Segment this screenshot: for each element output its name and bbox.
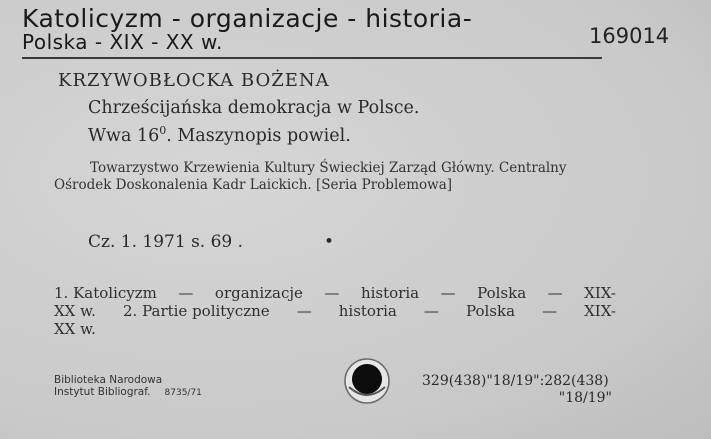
handwritten-subject-line-1: Katolicyzm - organizacje - historia-	[22, 4, 473, 33]
classification-udc: 329(438)"18/19":282(438)	[422, 373, 609, 389]
catalog-number: 169014	[589, 24, 670, 48]
series-note-text: Towarzystwo Krzewienia Kultury Świeckiej Zarząd Główny. Centralny Ośrodek Doskonalenia Kadr Laickich. [Seria Problemowa]	[54, 160, 567, 193]
subject-dash: —	[423, 302, 439, 320]
punch-hole-icon	[343, 357, 391, 405]
subject-term: Polska	[477, 284, 527, 302]
subject-term: historia	[360, 284, 420, 302]
imprint-note: . Maszynopis powiel.	[166, 125, 351, 146]
classification	[422, 373, 612, 407]
subject-term: 2. Partie polityczne	[123, 302, 270, 320]
imprint-format-superscript: 0	[159, 124, 167, 137]
subject-row-1	[54, 284, 616, 302]
part-mark: •	[324, 232, 335, 252]
part-info: Cz. 1. 1971 s. 69 .	[88, 232, 244, 252]
author-name: KRZYWOBŁOCKA BOŻENA	[58, 70, 330, 91]
subject-row-2	[54, 302, 616, 320]
series-note	[54, 160, 620, 194]
library-name: Biblioteka Narodowa	[54, 374, 163, 386]
heading-underline	[22, 57, 602, 59]
handwritten-subject-line-2: Polska - XIX - XX w.	[22, 30, 223, 54]
subject-dash: —	[296, 302, 312, 320]
library-imprint	[54, 374, 202, 399]
subject-row-3: XX w.	[54, 320, 96, 338]
classification-period: "18/19"	[558, 390, 612, 406]
print-reference: 8735/71	[164, 388, 202, 398]
subject-term: XIX-	[584, 284, 616, 302]
subject-dash: —	[178, 284, 194, 302]
subject-term: Polska	[465, 302, 516, 320]
subject-dash: —	[324, 284, 340, 302]
imprint	[88, 124, 351, 146]
subject-dash: —	[542, 302, 558, 320]
subject-term: organizacje	[214, 284, 303, 302]
institute-name: Instytut Bibliograf.	[54, 386, 151, 398]
subject-term: 1. Katolicyzm	[54, 284, 157, 302]
subject-tracings	[54, 284, 616, 338]
subject-term: historia	[338, 302, 397, 320]
subject-dash: —	[440, 284, 456, 302]
subject-term: XIX-	[584, 302, 616, 320]
imprint-place-format: Wwa 16	[88, 125, 160, 146]
subject-dash: —	[547, 284, 563, 302]
subject-term: XX w.	[54, 302, 96, 320]
book-title: Chrześcijańska demokracja w Polsce.	[88, 98, 420, 118]
